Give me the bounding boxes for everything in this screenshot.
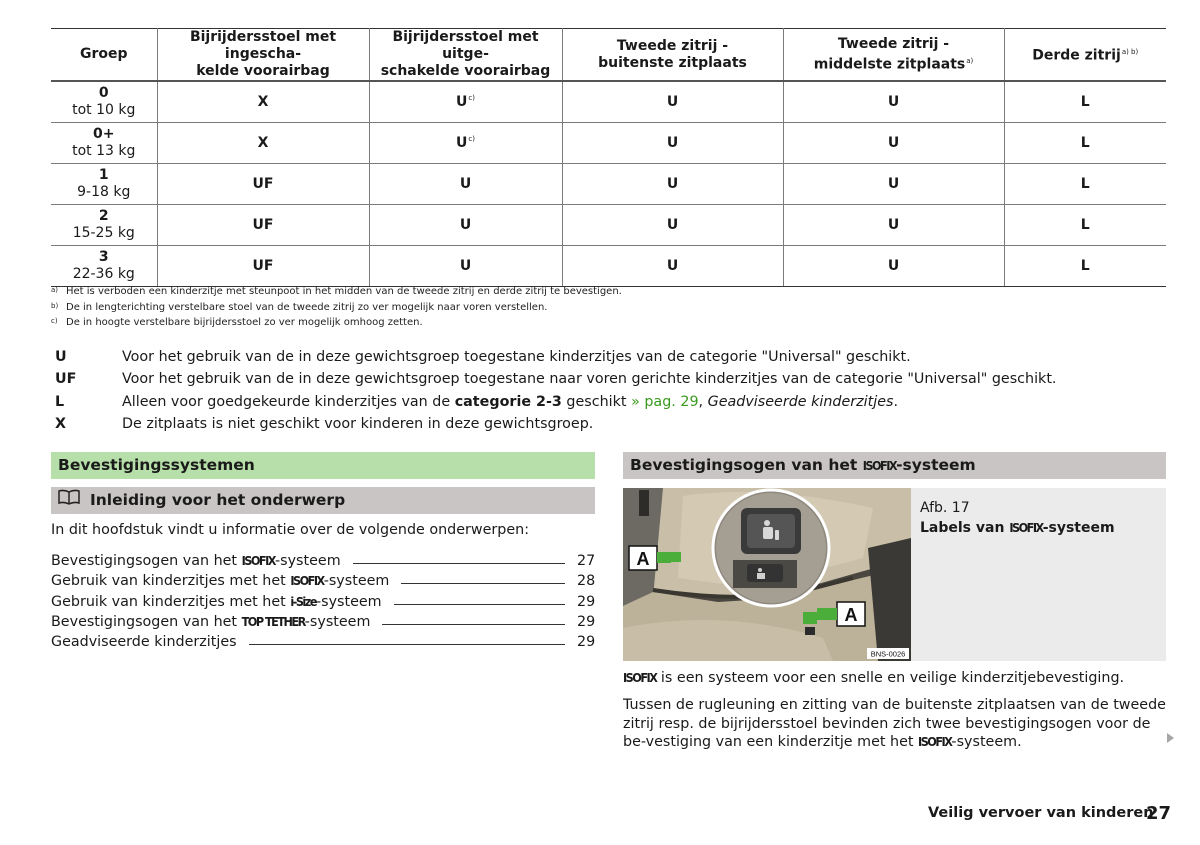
- legend-code: X: [55, 415, 67, 432]
- table-cell: U: [562, 245, 783, 286]
- table-cell: U: [783, 81, 1004, 122]
- table-cell: U: [783, 122, 1004, 163]
- figure-code: BNS-0026: [870, 649, 906, 659]
- table-cell: U: [369, 245, 562, 286]
- isofix-intro-paragraph: ISOFIX is een systeem voor een snelle en veilige kinderzitjebevestiging.: [623, 670, 1125, 686]
- group-cell: 1 9-18 kg: [51, 163, 157, 204]
- footnote-ref: a) b): [1121, 48, 1139, 57]
- col-header-passenger-airbag-off: [369, 29, 562, 82]
- table-cell: X: [157, 81, 369, 122]
- isofix-logo: ISOFIX: [862, 458, 897, 473]
- group-cell: 0+ tot 13 kg: [51, 122, 157, 163]
- page-link[interactable]: » pag. 29: [631, 393, 699, 410]
- legend-item: [55, 346, 1056, 368]
- footnote-ref: a): [966, 56, 974, 65]
- i-size-logo: i-Size: [290, 593, 316, 609]
- table-cell: U: [783, 245, 1004, 286]
- isofix-labels-photo: [623, 488, 911, 661]
- legend-text: De zitplaats is niet geschikt voor kinderen in deze gewichtsgroep.: [122, 415, 594, 432]
- toc-page: 29: [577, 633, 596, 650]
- table-row: [51, 204, 1166, 245]
- legend-text: Voor het gebruik van de in deze gewichtsgroep toegestane naar voren gerichte kinderzitjes van de categorie "Universal" geschikt.: [122, 371, 1057, 388]
- table-cell: $U^{c)}$: [369, 81, 562, 122]
- footer-section-title: Veilig vervoer van kinderen: [928, 805, 1154, 821]
- table-cell: L: [1004, 81, 1166, 122]
- intro-text: In dit hoofdstuk vindt u informatie over de volgende onderwerpen:: [51, 522, 530, 538]
- col-header-group: Groep: [51, 29, 157, 82]
- table-cell: U: [369, 204, 562, 245]
- isofix-logo: ISOFIX: [623, 670, 657, 685]
- toc-leader: [249, 644, 565, 645]
- isofix-description-paragraph: Tussen de rugleuning en zitting van de buitenste zitplaatsen van de tweede zitrij resp. de bijrijdersstoel bevinden zich twee bevestigingsogen voor de be-vestiging van een kinderzitje met het ISOFIX-systeem.: [623, 697, 1166, 750]
- toc-page: 28: [577, 573, 596, 590]
- group-cell: 3 22-36 kg: [51, 245, 157, 286]
- marker-a: A: [636, 549, 650, 569]
- isofix-logo: ISOFIX: [918, 734, 952, 749]
- marker-a: A: [844, 605, 858, 625]
- col-header-third-row: Derde zitrij$^{a) b)}$: [1004, 29, 1166, 82]
- toc-leader: [401, 583, 565, 584]
- table-cell: L: [1004, 204, 1166, 245]
- legend-code: UF: [55, 371, 77, 388]
- legend-code: L: [55, 393, 65, 410]
- col-header-passenger-airbag-on: [157, 29, 369, 82]
- table-cell: U: [562, 204, 783, 245]
- table-cell: U: [562, 122, 783, 163]
- legend-item: [55, 368, 1056, 390]
- toc-leader: [382, 624, 565, 625]
- book-icon: [58, 487, 80, 514]
- toc-page: 29: [577, 593, 596, 610]
- legend-code: U: [55, 349, 67, 365]
- footnote-ref: c): [468, 134, 475, 143]
- figure-title: Labels van ISOFIX-systeem: [920, 520, 1115, 536]
- toc-entry[interactable]: Bevestigingsogen van het TOP TETHER-systeem 29: [51, 613, 596, 630]
- toc-entry[interactable]: Gebruik van kinderzitjes met het ISOFIX-systeem 28: [51, 573, 596, 590]
- topic-list: [51, 549, 595, 650]
- isofix-logo: ISOFIX: [290, 573, 324, 589]
- intro-heading: [51, 487, 595, 514]
- legend-item: [55, 391, 1056, 413]
- col-header-second-row-outer: [562, 29, 783, 82]
- toc-leader: [353, 563, 565, 564]
- figure-label: Afb. 17: [920, 500, 970, 516]
- footnote: a) Het is verboden een kinderzitje met steunpoot in het midden van de tweede zitrij en derde zitrij te bevestigen.: [51, 286, 622, 297]
- toc-entry[interactable]: Gebruik van kinderzitjes met het i-Size-systeem 29: [51, 593, 596, 610]
- figure-caption: [920, 499, 1115, 538]
- footnote-ref: c): [468, 94, 475, 103]
- section-heading: Bevestigingssystemen: [51, 452, 595, 479]
- legend-text: Voor het gebruik van de in deze gewichtsgroep toegestane kinderzitjes van de categorie "Universal" geschikt.: [122, 349, 911, 365]
- table-cell: U: [783, 163, 1004, 204]
- table-cell: U: [562, 163, 783, 204]
- child-seat-table: [51, 28, 1166, 287]
- group-cell: 2 15-25 kg: [51, 204, 157, 245]
- footnotes: [51, 284, 622, 331]
- header-label: Bijrijdersstoel met uitge- schakelde voorairbag: [380, 29, 551, 79]
- table-cell: L: [1004, 122, 1166, 163]
- toc-entry[interactable]: Bevestigingsogen van het ISOFIX-systeem 27: [51, 553, 596, 570]
- continue-arrow-icon: [1167, 733, 1174, 743]
- table-cell: U: [369, 163, 562, 204]
- toc-page: 29: [577, 613, 596, 630]
- footnote: b) De in lengterichting verstelbare stoel van de tweede zitrij zo ver mogelijk naar voren verstellen.: [51, 301, 548, 313]
- table-cell: L: [1004, 245, 1166, 286]
- header-label: Tweede zitrij - buitenste zitplaats: [598, 37, 747, 71]
- table-row: [51, 122, 1166, 163]
- legend-item: [55, 413, 1056, 435]
- table-cell: L: [1004, 163, 1166, 204]
- isofix-logo: ISOFIX: [1009, 520, 1043, 535]
- header-label: Bijrijdersstoel met ingescha- kelde voorairbag: [189, 29, 337, 79]
- table-cell: X: [157, 122, 369, 163]
- table-row: [51, 81, 1166, 122]
- table-cell: U: [562, 81, 783, 122]
- legend-text: Alleen voor goedgekeurde kinderzitjes van de categorie 2-3 geschikt » pag. 29, Geadviseerde kinderzitjes.: [122, 393, 899, 410]
- table-cell: UF: [157, 163, 369, 204]
- toc-leader: [394, 604, 565, 605]
- toc-page: 27: [577, 553, 596, 570]
- seat-code-legend: [55, 346, 1056, 435]
- top-tether-logo: TOP TETHER: [241, 613, 305, 629]
- group-cell: 0 tot 10 kg: [51, 81, 157, 122]
- table-cell: $U^{c)}$: [369, 122, 562, 163]
- footnote: c) De in hoogte verstelbare bijrijdersstoel zo ver mogelijk omhoog zetten.: [51, 317, 423, 328]
- header-label: Tweede zitrij - middelste zitplaats: [813, 35, 966, 73]
- table-cell: U: [783, 204, 1004, 245]
- toc-entry[interactable]: Geadviseerde kinderzitjes 29: [51, 633, 596, 650]
- col-header-second-row-middle: [783, 29, 1004, 82]
- page-number: 27: [1146, 803, 1172, 824]
- isofix-section-heading: Bevestigingsogen van het ISOFIX-systeem: [623, 452, 1166, 479]
- isofix-logo: ISOFIX: [241, 553, 275, 569]
- table-header-row: [51, 29, 1166, 82]
- table-row: [51, 163, 1166, 204]
- intro-heading-label: Inleiding voor het onderwerp: [90, 491, 346, 509]
- table-cell: UF: [157, 245, 369, 286]
- table-row: [51, 245, 1166, 286]
- table-cell: UF: [157, 204, 369, 245]
